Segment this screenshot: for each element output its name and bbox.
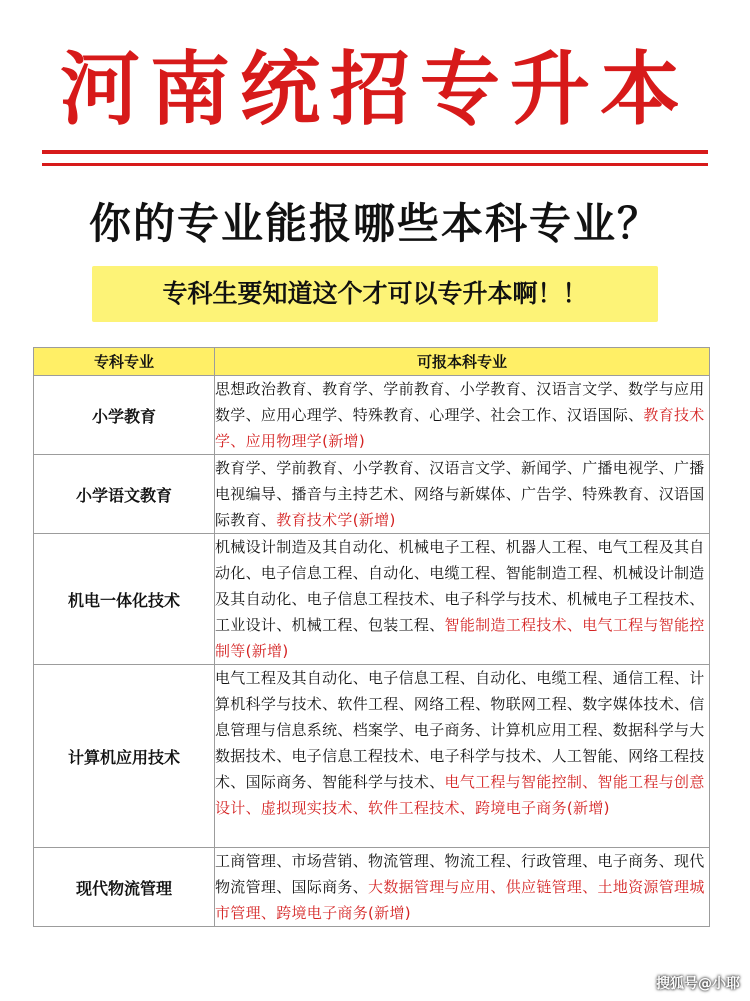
junior-major-name: 机电一体化技术 — [34, 534, 215, 665]
eligible-majors-cell — [215, 376, 710, 455]
table-row — [34, 376, 710, 455]
eligible-majors-text: 机械设计制造及其自动化、机械电子工程、机器人工程、电气工程及其自动化、电子信息工程、自动化、电缆工程、智能制造工程、机械设计制造及其自动化、电子信息工程技术、电子科学与技术、机械电子工程技术、工业设计、机械工程、包装工程、 — [215, 538, 705, 634]
table-row — [34, 534, 710, 665]
eligible-majors-text: 思想政治教育、教育学、学前教育、小学教育、汉语言文学、数学与应用数学、应用心理学、特殊教育、心理学、社会工作、汉语国际、 — [215, 380, 705, 424]
table-row — [34, 848, 710, 927]
banner-text: 专科生要知道这个才可以专升本啊！！ — [162, 279, 588, 308]
eligible-majors-text: 工商管理、市场营销、物流管理、物流工程、行政管理、电子商务、现代物流管理、国际商务、 — [215, 852, 705, 896]
table-row — [34, 455, 710, 534]
new-majors-highlight: 智能制造工程技术、电气工程与智能控制等(新增) — [215, 616, 705, 660]
table-header-row — [34, 348, 710, 376]
title-divider-top — [42, 150, 708, 154]
eligible-majors-cell — [215, 665, 710, 848]
table-row — [34, 665, 710, 848]
new-majors-highlight: 大数据管理与应用、供应链管理、土地资源管理城市管理、跨境电子商务(新增) — [215, 878, 705, 922]
major-mapping-table — [33, 347, 710, 927]
junior-major-name: 小学教育 — [34, 376, 215, 455]
page-title: 河南统招专升本 — [60, 43, 690, 136]
junior-major-name: 现代物流管理 — [34, 848, 215, 927]
eligible-majors-cell — [215, 455, 710, 534]
page-subtitle: 你的专业能报哪些本科专业？ — [88, 199, 661, 248]
eligible-majors-cell — [215, 848, 710, 927]
junior-major-name: 小学语文教育 — [34, 455, 215, 534]
eligible-majors-text: 教育学、学前教育、小学教育、汉语言文学、新闻学、广播电视学、广播电视编导、播音与主持艺术、网络与新媒体、广告学、特殊教育、汉语国际教育、 — [215, 459, 705, 529]
source-watermark: 搜狐号@小耶 — [656, 976, 740, 992]
title-divider-bottom — [42, 163, 708, 166]
new-majors-highlight: 教育技术学、应用物理学(新增) — [215, 406, 705, 450]
junior-major-name: 计算机应用技术 — [34, 665, 215, 848]
eligible-majors-cell — [215, 534, 710, 665]
new-majors-highlight: 教育技术学(新增) — [276, 511, 396, 529]
column-header-bachelor-majors: 可报本科专业 — [215, 348, 710, 376]
new-majors-highlight: 电气工程与智能控制、智能工程与创意设计、虚拟现实技术、软件工程技术、跨境电子商务(新增) — [215, 773, 705, 817]
highlight-banner — [92, 266, 658, 322]
column-header-junior-major: 专科专业 — [34, 348, 215, 376]
eligible-majors-text: 电气工程及其自动化、电子信息工程、自动化、电缆工程、通信工程、计算机科学与技术、软件工程、网络工程、物联网工程、数字媒体技术、信息管理与信息系统、档案学、电子商务、计算机应用工程、数据科学与大数据技术、电子信息工程技术、电子科学与技术、人工智能、网络工程技术、国际商务、智能科学与技术、 — [215, 669, 705, 791]
